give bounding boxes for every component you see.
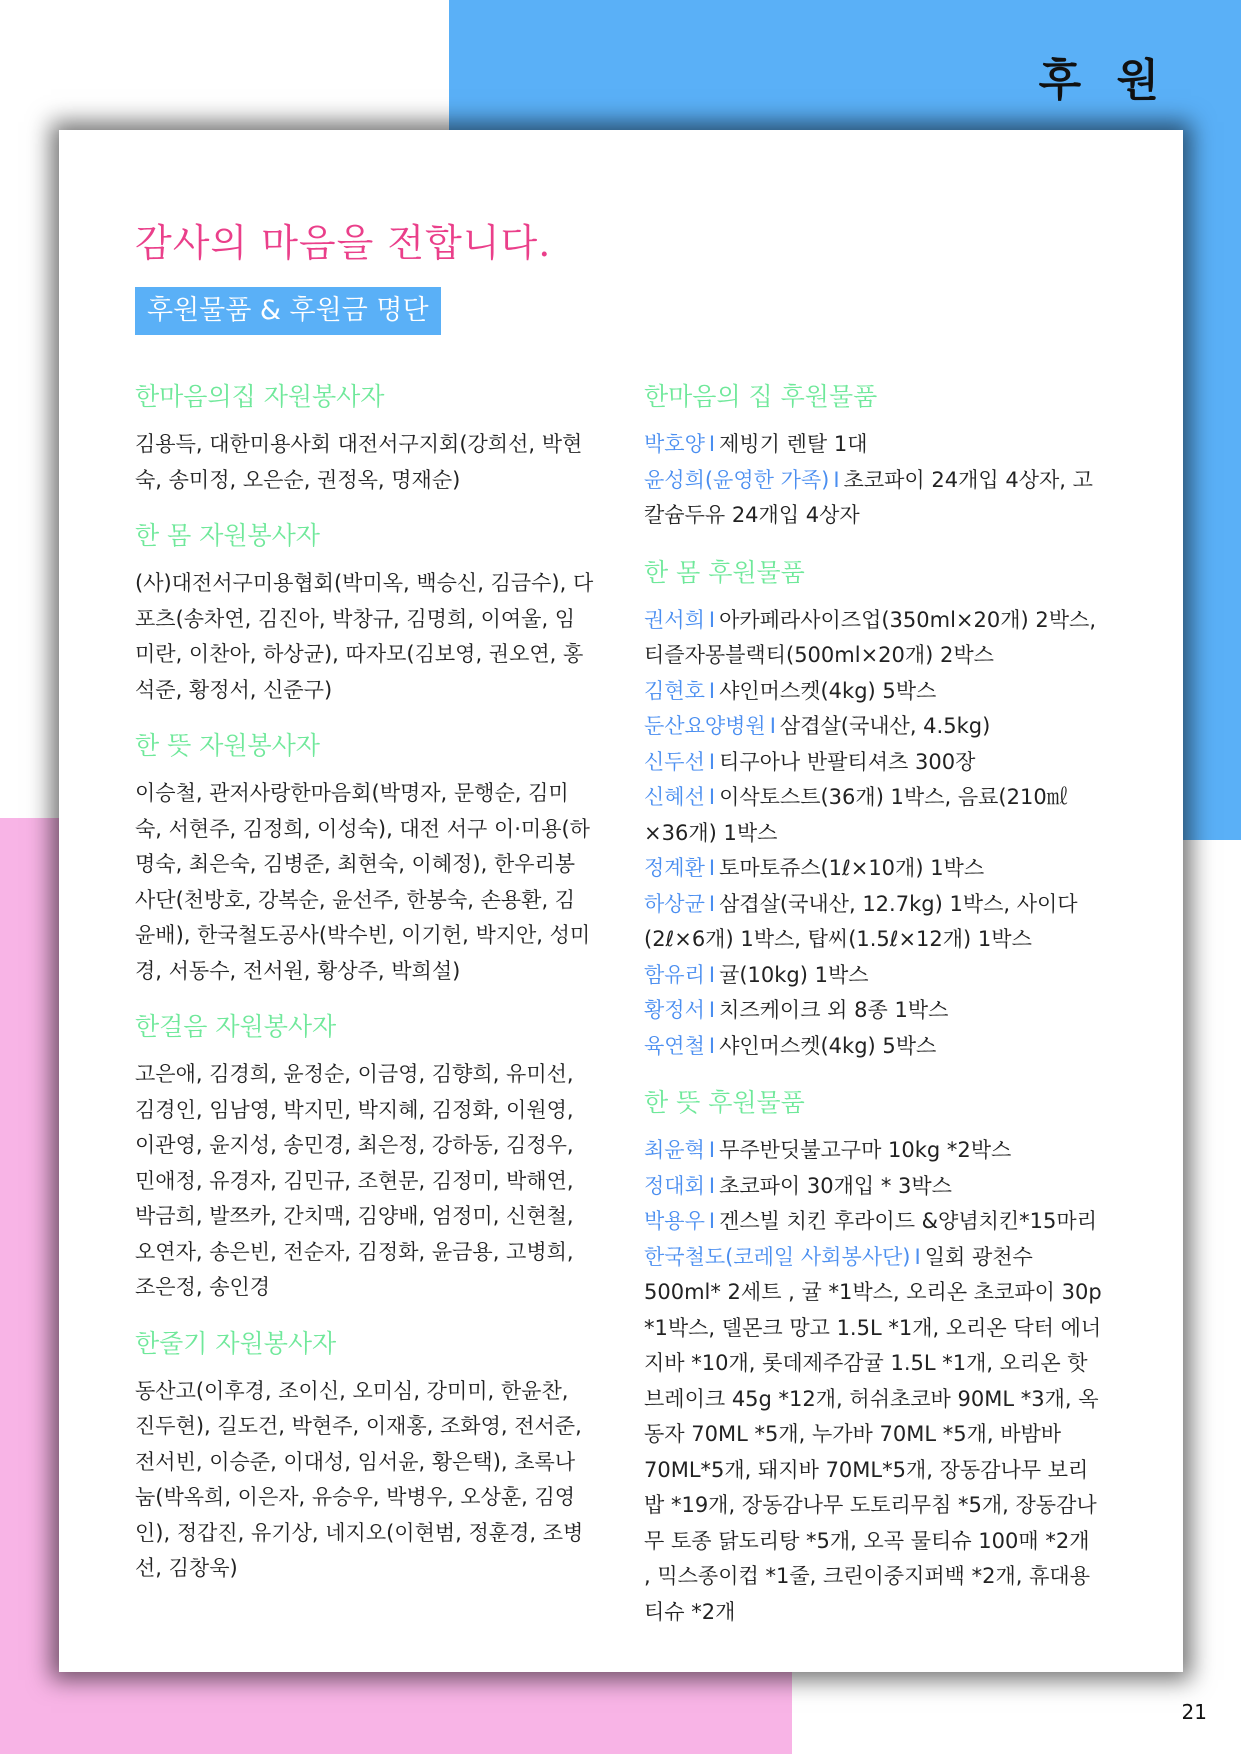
headline: 감사의 마음을 전합니다.: [135, 221, 552, 265]
section-title: 한마음의집 자원봉사자: [135, 382, 385, 411]
donated-item: 삼겹살(국내산, 4.5kg): [779, 714, 991, 738]
donor-name: 함유리: [644, 962, 705, 987]
page-section-label: 후 원: [1038, 55, 1169, 106]
donation-entry: [644, 709, 1102, 745]
donor-name: 정계환: [644, 856, 705, 880]
volunteer-section: [135, 519, 595, 708]
donated-item: 일회 광천수 500ml* 2세트 , 귤 *1박스, 오리온 초코파이 30p *1박스, 델몬크 망고 1.5L *1개, 오리온 닥터 에너지바 *10개, 롯데제주감귤 1.5L *1개, 오리온 핫브레이크 45g *12개, 허쉬초코바 90ML *3개, 옥동자 70ML *5개, 누가바 70ML *5개, 바밤바 70ML*5개, 돼지바 70ML*5개, 장동감나무 보리밥 *19개, 장동감나무 도토리무침 *5개, 장동감나무 토종 닭도리탕 *5개, 오곡 물티슈 100매 *2개 , 믹스종이컵 *1줄, 크린이중지퍼백 *2개, 휴대용 티슈 *2개: [644, 1244, 1102, 1624]
donated-item: 귤(10kg) 1박스: [719, 962, 869, 987]
donation-section: [644, 556, 1102, 1065]
donated-item: 샤인머스켓(4kg) 5박스: [719, 678, 937, 703]
donor-name: 김현호: [644, 678, 705, 703]
entry-separator: I: [914, 1244, 921, 1269]
donation-entry: [644, 1169, 1102, 1205]
donated-item: 제빙기 렌탈 1대: [719, 432, 868, 456]
section-body: 고은애, 김경희, 윤정순, 이금영, 김향희, 유미선, 김경인, 임남영, 박지민, 박지혜, 김정화, 이원영, 이관영, 윤지성, 송민경, 최은정, 강하동, 김정우, 민애정, 유경자, 김민규, 조현문, 김정미, 박해연, 박금희, 발쯔카, 간치맥, 김양배, 엄정미, 신현철, 오연자, 송은빈, 전순자, 김정화, 윤금용, 고병희, 조은정, 송인경: [135, 1062, 574, 1299]
section-body: (사)대전서구미용협회(박미옥, 백승신, 김금수), 다포츠(송차연, 김진아, 박창규, 김명희, 이여울, 임미란, 이찬아, 하상균), 따자모(김보영, 권오연, 홍석준, 황정서, 신준구): [135, 571, 594, 702]
donation-section: [644, 1086, 1102, 1630]
donated-item: 치즈케이크 외 8종 1박스: [719, 998, 949, 1022]
donation-entry: [644, 745, 1102, 781]
entry-separator: I: [708, 1138, 716, 1162]
donation-entry: [644, 958, 1102, 994]
donor-name: 황정서: [644, 998, 705, 1022]
section-title: 한걸음 자원봉사자: [135, 1012, 337, 1041]
entry-separator: I: [708, 998, 716, 1022]
donor-name: 육연철: [644, 1033, 705, 1058]
page-number: 21: [1181, 1700, 1207, 1724]
donor-name: 하상균: [644, 891, 705, 916]
donation-entry: [644, 1204, 1102, 1240]
donor-name: 한국철도(코레일 사회봉사단): [644, 1244, 911, 1269]
donation-entry: [644, 887, 1102, 958]
entry-separator: I: [708, 1033, 716, 1058]
donation-entry: [644, 851, 1102, 887]
donated-item: 아카페라사이즈업(350ml×20개) 2박스, 티즐자몽블랙티(500ml×20개) 2박스: [644, 607, 1096, 667]
entry-separator: I: [708, 785, 716, 809]
donor-name: 신혜선: [644, 785, 705, 809]
donated-item: 초코파이 30개입 * 3박스: [719, 1173, 952, 1198]
donor-name: 권서희: [644, 607, 705, 632]
entry-separator: I: [708, 607, 716, 632]
donor-name: 정대회: [644, 1173, 705, 1198]
donated-item: 이삭토스트(36개) 1박스, 음료(210㎖×36개) 1박스: [644, 785, 1068, 845]
donated-item: 티구아나 반팔티셔츠 300장: [719, 749, 976, 774]
donations-column: [644, 380, 1102, 1630]
donor-name: 최윤혁: [644, 1138, 705, 1162]
donated-item: 토마토쥬스(1ℓ×10개) 1박스: [719, 856, 985, 880]
donor-name: 박용우: [644, 1209, 705, 1233]
entry-separator: I: [769, 714, 776, 738]
donation-entry: [644, 780, 1102, 851]
volunteer-section: [135, 729, 595, 989]
entry-separator: I: [708, 432, 716, 456]
donation-entry: [644, 674, 1102, 710]
donation-entry: [644, 1133, 1102, 1169]
volunteers-column: [135, 380, 595, 1587]
donor-name: 신두선: [644, 749, 705, 774]
donation-entry: [644, 993, 1102, 1029]
donation-entry: [644, 463, 1102, 534]
entry-separator: I: [708, 891, 716, 916]
section-body: 이승철, 관저사랑한마음회(박명자, 문행순, 김미숙, 서현주, 김정희, 이성숙), 대전 서구 이·미용(하명숙, 최은숙, 김병준, 최현숙, 이혜정), 한우리봉사단(천방호, 강복순, 윤선주, 한봉숙, 손용환, 김윤배), 한국철도공사(박수빈, 이기헌, 박지안, 성미경, 서동수, 전서원, 황상주, 박희설): [135, 781, 591, 983]
donation-entry: [644, 1240, 1102, 1631]
entry-separator: I: [708, 856, 716, 880]
donor-name: 둔산요양병원: [644, 714, 766, 738]
volunteer-section: [135, 1327, 595, 1587]
section-title: 한 몸 후원물품: [644, 557, 805, 587]
donated-item: 무주반딧불고구마 10kg *2박스: [719, 1138, 1012, 1162]
entry-separator: I: [708, 678, 716, 703]
section-title: 한 뜻 후원물품: [644, 1088, 805, 1117]
donated-item: 초코파이 24개입 4상자, 고칼슘두유 24개입 4상자: [644, 467, 1093, 527]
entry-separator: I: [708, 749, 716, 774]
donor-name: 윤성희(윤영한 가족): [644, 467, 830, 492]
section-body: 동산고(이후경, 조이신, 오미심, 강미미, 한윤찬, 진두현), 길도건, 박현주, 이재홍, 조화영, 전서준, 전서빈, 이승준, 이대성, 임서윤, 황은택), 초록나눔(박옥희, 이은자, 유승우, 박병우, 오상훈, 김영인), 정갑진, 유기상, 네지오(이현범, 정훈경, 조병선, 김창욱): [135, 1378, 584, 1580]
volunteer-section: [135, 1010, 595, 1306]
content-card: [59, 130, 1183, 1672]
donated-item: 삼겹살(국내산, 12.7kg) 1박스, 사이다(2ℓ×6개) 1박스, 탑씨(1.5ℓ×12개) 1박스: [644, 891, 1078, 951]
section-body: 김용득, 대한미용사회 대전서구지회(강희선, 박현숙, 송미정, 오은순, 권정옥, 명재순): [135, 432, 583, 492]
section-title: 한마음의 집 후원물품: [644, 382, 878, 411]
entry-separator: I: [708, 962, 716, 987]
section-title: 한 뜻 자원봉사자: [135, 731, 320, 760]
entry-separator: I: [708, 1173, 716, 1198]
donation-entry: [644, 1029, 1102, 1065]
donor-name: 박호양: [644, 432, 705, 456]
volunteer-section: [135, 380, 595, 498]
subhead-banner: 후원물품 & 후원금 명단: [135, 287, 441, 335]
entry-separator: I: [708, 1209, 716, 1233]
donation-entry: [644, 603, 1102, 674]
entry-separator: I: [833, 467, 840, 492]
section-title: 한 몸 자원봉사자: [135, 521, 320, 550]
donation-section: [644, 380, 1102, 534]
section-title: 한줄기 자원봉사자: [135, 1328, 337, 1358]
donated-item: 겐스빌 치킨 후라이드 &양념치킨*15마리: [719, 1209, 1097, 1233]
donated-item: 샤인머스켓(4kg) 5박스: [719, 1033, 937, 1058]
donation-entry: [644, 427, 1102, 463]
